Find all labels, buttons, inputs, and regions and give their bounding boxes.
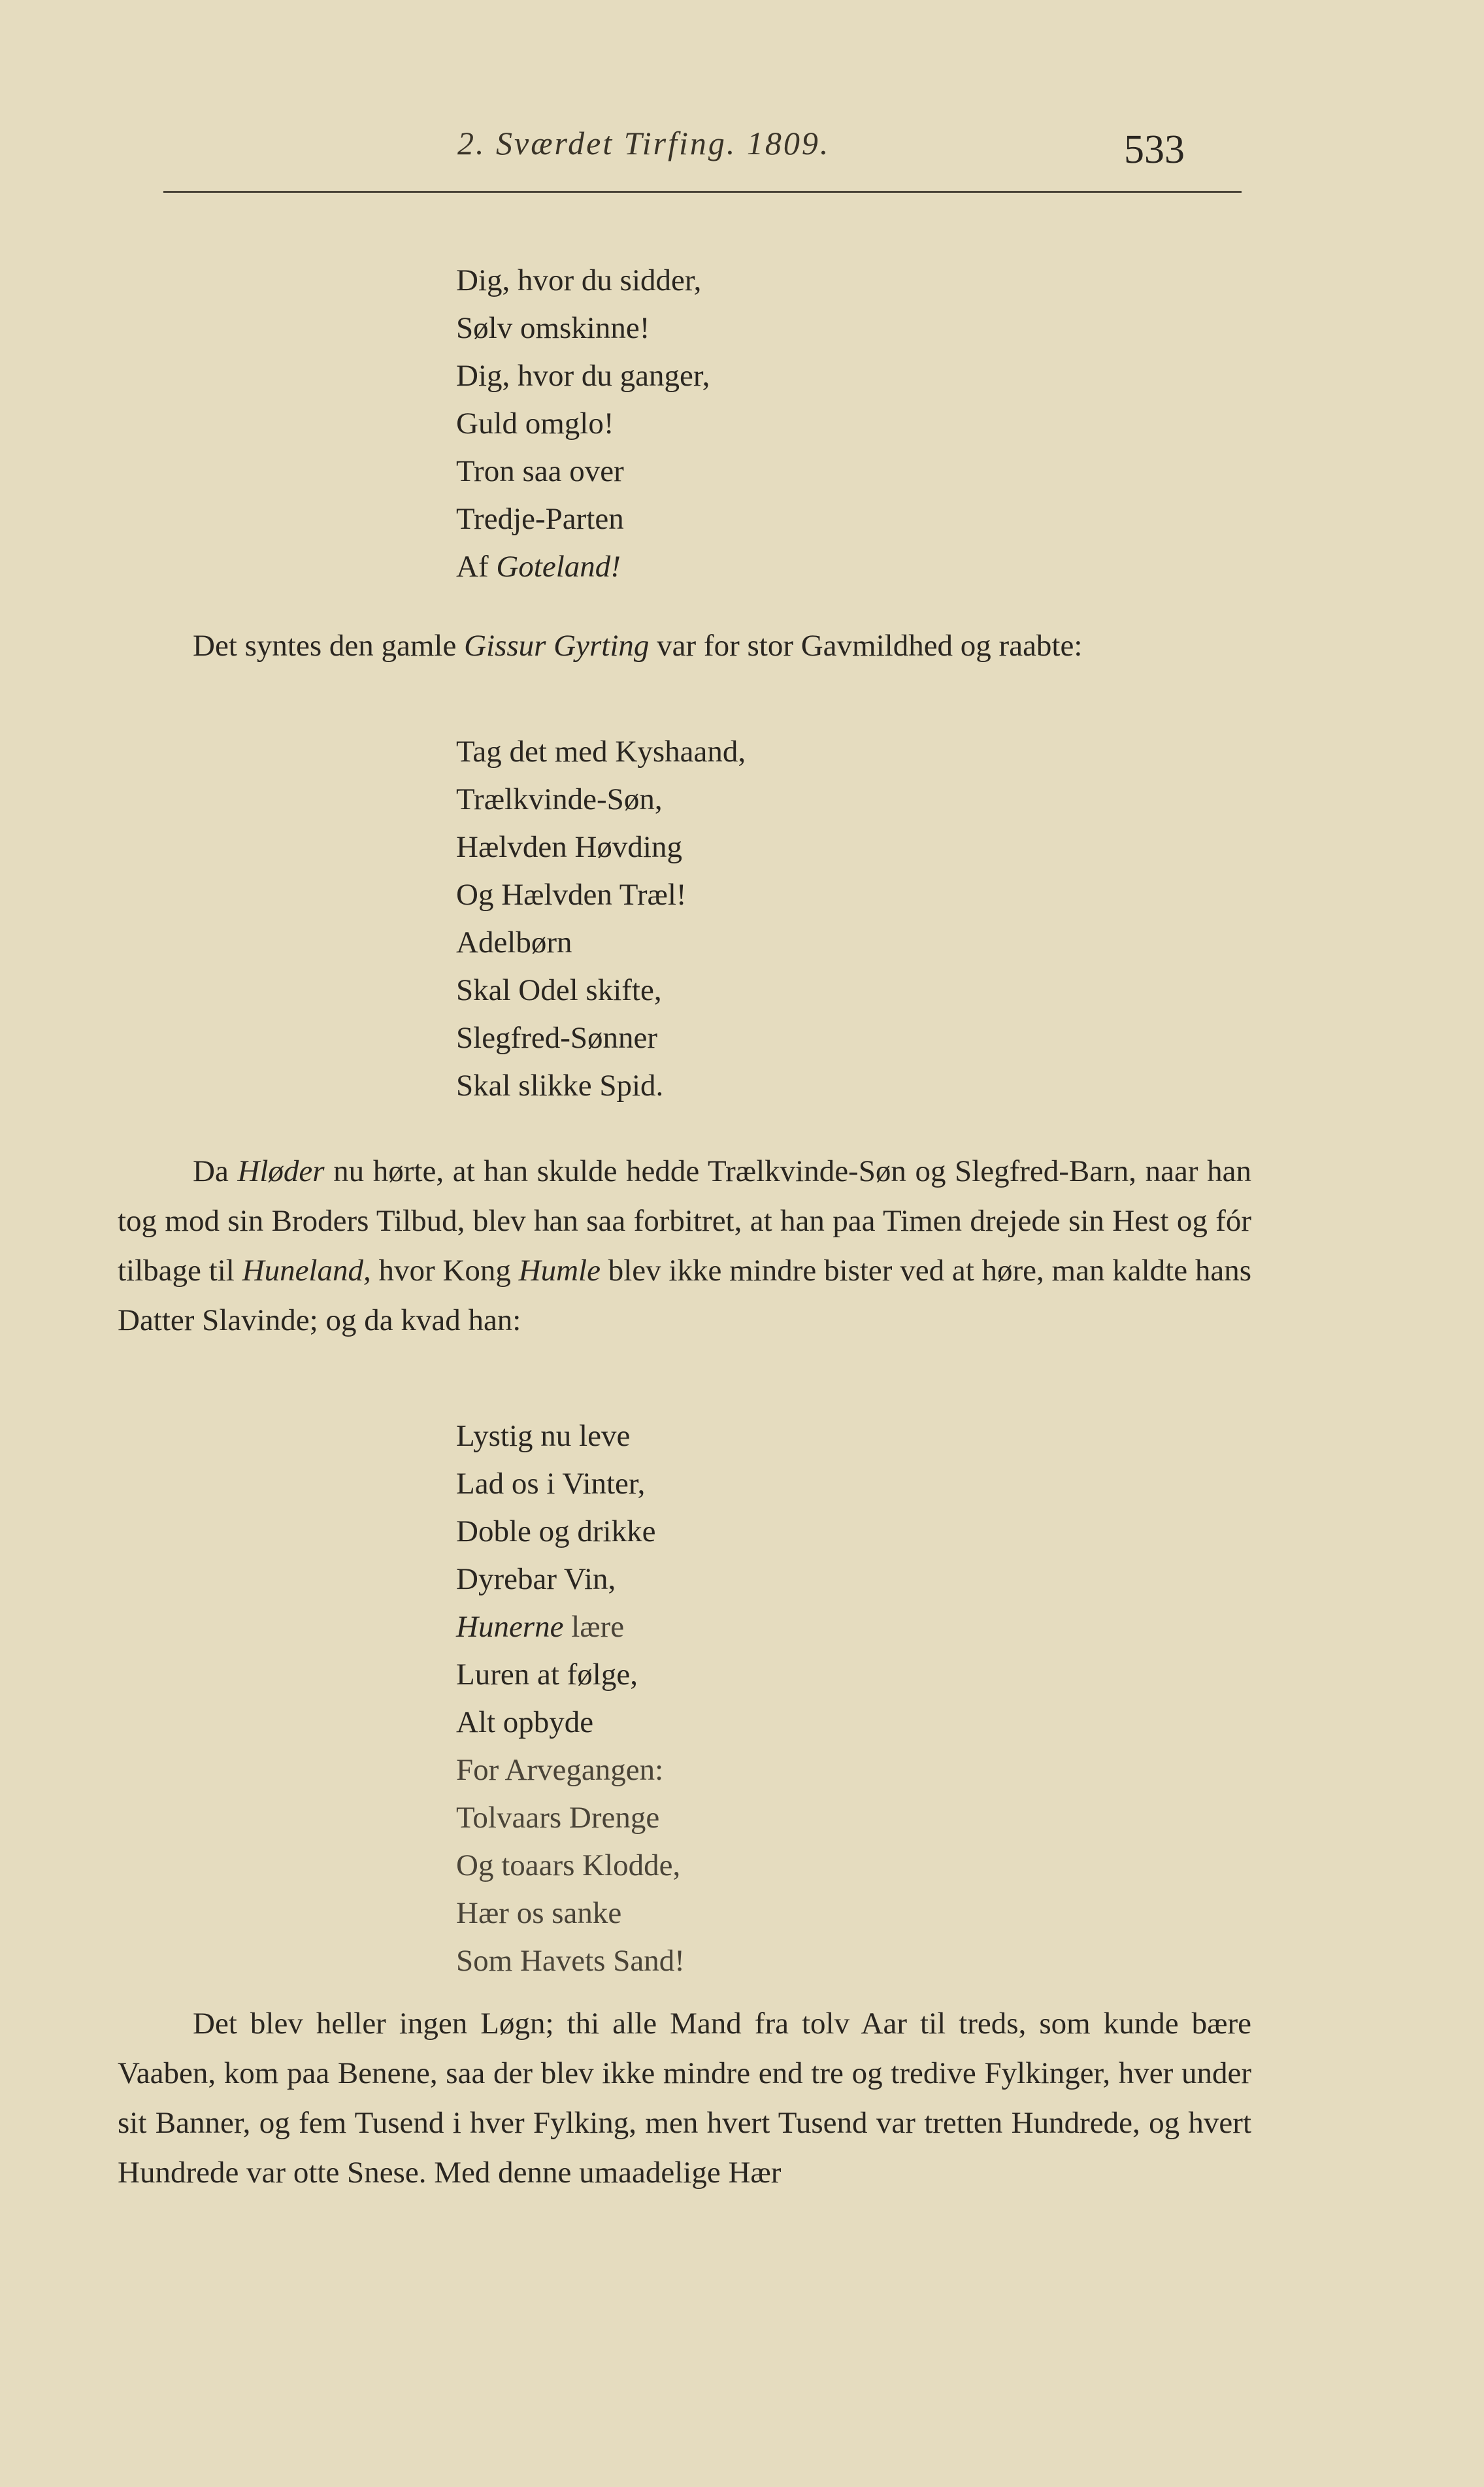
page-number: 533: [1124, 127, 1185, 172]
verse-line: Alt opbyde: [456, 1705, 594, 1739]
place-name: Goteland!: [496, 550, 621, 584]
paragraph-text: Det blev heller ingen Løgn; thi alle Mand fra tolv Aar til treds, som kunde bære Vaaben, kom paa Benene, saa der blev ikke mindre end tre og tredive Fylkinger, hver under sit Banner, og fem Tusend i hver Fylking, men hvert Tusend var tretten Hundrede, og hvert Hundrede var otte Snese. Med denne umaadelige Hær: [118, 2007, 1251, 2190]
verse-line: Dig, hvor du ganger,: [456, 359, 710, 393]
header-rule: [163, 191, 1242, 193]
verse-line: Og Hælvden Træl!: [456, 878, 687, 912]
paragraph-1: [118, 621, 1251, 671]
verse-line: Adelbørn: [456, 926, 572, 960]
paragraph-text: hvor Kong: [371, 1254, 519, 1288]
verse-text: lære: [563, 1610, 625, 1644]
verse-line: Som Havets Sand!: [456, 1944, 685, 1978]
verse-line: Doble og drikke: [456, 1514, 656, 1548]
paragraph-text: nu hørte, at han skulde hedde Trælkvinde-Søn og Slegfred-Barn, naar han tog mod sin Broders Tilbud, blev han saa forbitret, at han paa Timen drejede sin Hest og fór tilbage til: [118, 1154, 1251, 1288]
verse-stanza-1: [456, 257, 710, 591]
verse-stanza-3: [456, 1412, 685, 1985]
verse-line: [456, 1603, 685, 1651]
verse-line: Skal slikke Spid.: [456, 1069, 664, 1103]
paragraph-2: [118, 1146, 1251, 1345]
verse-text: Af: [456, 550, 497, 584]
verse-line: Skal Odel skifte,: [456, 973, 662, 1007]
verse-line: Sølv omskinne!: [456, 311, 650, 345]
verse-line: Tag det med Kyshaand,: [456, 735, 746, 769]
verse-line: Slegfred-Sønner: [456, 1021, 658, 1055]
verse-stanza-2: [456, 728, 746, 1110]
verse-line: Tolvaars Drenge: [456, 1801, 660, 1835]
verse-line: Guld omglo!: [456, 407, 614, 441]
verse-line: Lad os i Vinter,: [456, 1467, 646, 1501]
verse-line: Tredje-Parten: [456, 502, 624, 536]
verse-line: Lystig nu leve: [456, 1419, 631, 1453]
person-name: Hløder: [237, 1154, 325, 1188]
verse-line: Hær os sanke: [456, 1896, 622, 1930]
verse-line: Tron saa over: [456, 454, 624, 488]
paragraph-text: var for stor Gavmildhed og raabte:: [649, 629, 1083, 663]
paragraph-text: Da: [193, 1154, 238, 1188]
verse-line: Hælvden Høvding: [456, 830, 682, 864]
paragraph-3: [118, 1999, 1251, 2197]
running-title: 2. Sværdet Tirfing. 1809.: [457, 125, 831, 161]
running-head: [0, 118, 1484, 176]
verse-line: Trælkvinde-Søn,: [456, 782, 663, 816]
verse-line: Og toaars Klodde,: [456, 1848, 681, 1882]
paragraph-text: blev ikke mindre bister ved at høre, man kaldte hans Datter Slavinde; og da kvad han:: [118, 1254, 1252, 1337]
verse-line: Luren at følge,: [456, 1658, 638, 1692]
person-name: Humle: [518, 1254, 601, 1288]
place-name: Huneland,: [242, 1254, 371, 1288]
verse-line: Dig, hvor du sidder,: [456, 263, 702, 297]
verse-line: [456, 543, 710, 591]
paragraph-text: Det syntes den gamle: [193, 629, 465, 663]
verse-line: For Arvegangen:: [456, 1753, 664, 1787]
person-name: Gissur Gyrting: [464, 629, 650, 663]
verse-line: Dyrebar Vin,: [456, 1562, 616, 1596]
people-name: Hunerne: [456, 1610, 564, 1644]
